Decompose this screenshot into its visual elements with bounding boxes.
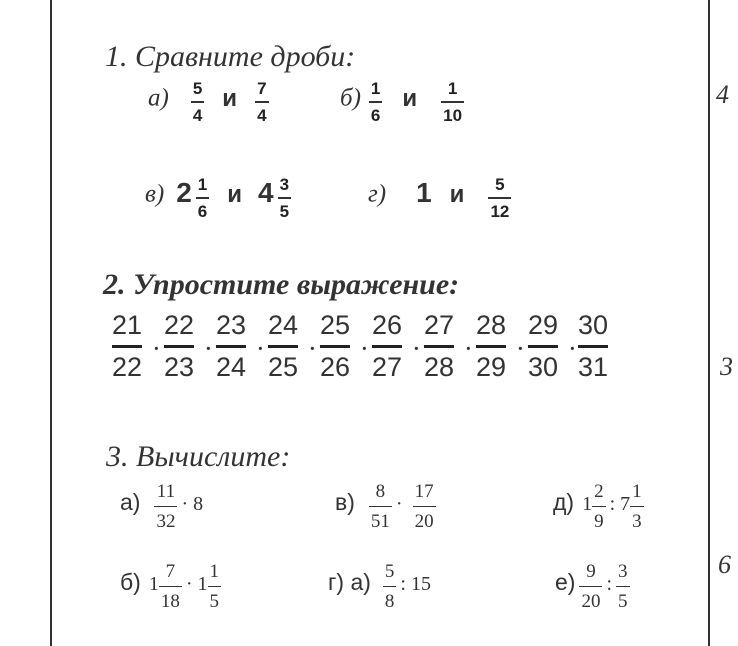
fraction: $\frac{17}{20}$ — [414, 481, 434, 532]
fraction: $\frac{3}{5}$ — [279, 175, 290, 221]
right-border-line — [708, 0, 710, 646]
conjunction: и — [222, 84, 238, 112]
task3-item-g — [328, 562, 431, 611]
task1-title: 1. Сравните дроби: — [105, 40, 356, 73]
fraction: $\frac{1}{3}$ — [632, 481, 642, 532]
left-border-line — [50, 0, 52, 646]
operator: : 7 — [609, 493, 631, 516]
fraction: 28 29 — [476, 310, 507, 382]
fraction: $\frac{8}{51}$ — [370, 481, 390, 532]
item-label: г) а) — [328, 569, 371, 596]
item-label: а) — [148, 84, 169, 112]
multiply-dot: · — [569, 338, 576, 360]
fraction: $\frac{5}{12}$ — [490, 175, 510, 221]
fraction: 21 22 — [112, 310, 143, 382]
whole-part: 1 — [582, 493, 593, 516]
fraction: $\frac{1}{5}$ — [209, 561, 220, 612]
item-label: е) — [555, 569, 576, 596]
operator: : — [606, 573, 613, 596]
operator: · 8 — [181, 493, 204, 516]
fraction: $\frac{7}{4}$ — [257, 79, 267, 125]
whole-part: 2 — [176, 176, 192, 208]
item-label: а) — [120, 489, 141, 516]
task3-title: 3. Вычислите: — [106, 440, 291, 473]
item-label: б) — [120, 569, 141, 596]
fraction: 29 30 — [528, 310, 559, 382]
fraction: 30 31 — [578, 310, 609, 382]
task3-item-d — [553, 482, 644, 531]
conjunction: и — [227, 180, 242, 208]
item-label: д) — [553, 489, 575, 516]
task1-item-a — [148, 80, 269, 124]
item-label: в) — [145, 180, 165, 208]
fraction: 22 23 — [164, 310, 195, 382]
multiply-dot: · — [309, 338, 316, 360]
conjunction: и — [449, 180, 465, 208]
operator: · 1 — [185, 573, 208, 596]
task2-title: 2. Упростите выражение: — [103, 268, 460, 301]
score-task1: 4 — [716, 80, 729, 109]
item-label: в) — [335, 489, 355, 516]
multiply-dot: · — [257, 338, 264, 360]
whole-part: 4 — [258, 176, 274, 208]
task3-item-v — [335, 482, 436, 531]
multiply-dot: · — [465, 338, 472, 360]
multiply-dot: · — [361, 338, 368, 360]
task3-item-b — [120, 562, 221, 611]
multiply-dot: · — [205, 338, 212, 360]
fraction: $\frac{11}{32}$ — [156, 481, 176, 532]
fraction: $\frac{1}{6}$ — [197, 175, 208, 221]
whole-part: 1 — [148, 573, 159, 596]
fraction: $\frac{3}{5}$ — [618, 561, 628, 612]
fraction: 25 26 — [320, 310, 351, 382]
task3-item-e — [555, 562, 630, 611]
operator: : 15 — [400, 573, 431, 596]
task1-item-b — [340, 80, 464, 124]
operator: · — [395, 493, 403, 516]
fraction: 26 27 — [372, 310, 403, 382]
fraction: $\frac{5}{8}$ — [384, 561, 395, 612]
task1-item-g — [368, 176, 511, 220]
fraction: 24 25 — [268, 310, 299, 382]
fraction: $\frac{2}{9}$ — [594, 481, 604, 532]
fraction: $\frac{1}{6}$ — [370, 79, 381, 125]
fraction: 27 28 — [424, 310, 455, 382]
fraction: 23 24 — [216, 310, 247, 382]
fraction: $\frac{7}{18}$ — [160, 561, 180, 612]
conjunction: и — [402, 84, 418, 112]
item-label: г) — [368, 180, 387, 208]
multiply-dot: · — [517, 338, 524, 360]
score-task3: 6 — [718, 550, 731, 579]
fraction: $\frac{5}{4}$ — [192, 79, 203, 125]
fraction: $\frac{9}{20}$ — [581, 561, 601, 612]
task2-expression — [112, 312, 612, 392]
whole-part: 1 — [416, 176, 432, 208]
multiply-dot: · — [153, 338, 160, 360]
fraction: $\frac{1}{10}$ — [443, 79, 463, 125]
score-task2: 3 — [720, 352, 733, 381]
multiply-dot: · — [413, 338, 420, 360]
item-label: б) — [340, 84, 361, 112]
task3-item-a — [120, 482, 203, 531]
task1-item-v — [145, 176, 291, 220]
